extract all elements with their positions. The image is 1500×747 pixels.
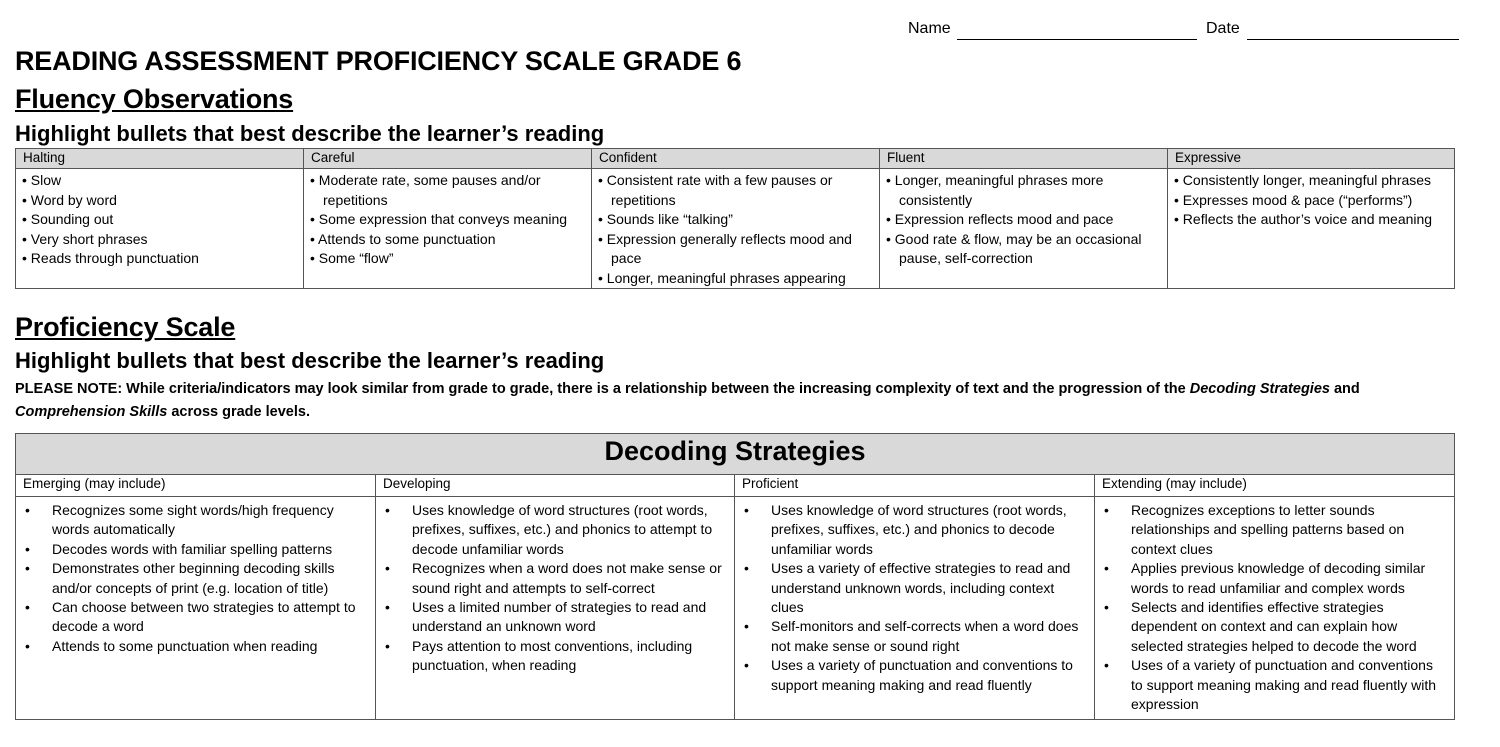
fluency-col-header: Careful	[304, 149, 592, 169]
decoding-col-header: Developing	[376, 475, 735, 497]
decoding-bullet-list	[735, 501, 1088, 695]
decoding-cell-extending	[1095, 497, 1455, 720]
decoding-bullet[interactable]: • Applies previous knowledge of decoding similar words to read unfamiliar and complex words	[1095, 559, 1448, 598]
name-label: Name	[908, 20, 951, 37]
decoding-cell-proficient	[735, 497, 1095, 720]
fluency-bullet[interactable]: • Word by word	[22, 191, 297, 211]
decoding-table	[15, 433, 1455, 720]
decoding-cell-emerging	[16, 497, 376, 720]
decoding-bullet[interactable]: • Uses knowledge of word structures (root words, prefixes, suffixes, etc.) and phonics to decode unfamiliar words	[735, 501, 1088, 559]
decoding-cell-developing	[376, 497, 735, 720]
proficiency-note	[15, 378, 1455, 424]
decoding-bullet-list	[16, 501, 369, 656]
fluency-col-header: Expressive	[1168, 149, 1455, 169]
fluency-bullet[interactable]: • Reflects the author’s voice and meaning	[1174, 210, 1448, 230]
date-blank[interactable]	[1247, 39, 1459, 40]
decoding-bullet[interactable]: • Recognizes exceptions to letter sounds relationships and spelling patterns based on context clues	[1095, 501, 1448, 559]
fluency-bullet[interactable]: • Consistent rate with a few pauses or repetitions	[598, 171, 873, 210]
decoding-bullet[interactable]: • Selects and identifies effective strategies dependent on context and can explain how selected strategies helped to decode the word	[1095, 598, 1448, 656]
decoding-col-header: Extending (may include)	[1095, 475, 1455, 497]
fluency-col-header: Fluent	[880, 149, 1168, 169]
fluency-bullet[interactable]: • Expression reflects mood and pace	[886, 210, 1161, 230]
decoding-bullet[interactable]: • Demonstrates other beginning decoding skills and/or concepts of print (e.g. location of title)	[16, 559, 369, 598]
page-title: READING ASSESSMENT PROFICIENCY SCALE GRADE 6	[15, 46, 742, 76]
note-text: and	[1329, 381, 1360, 397]
note-italic-comprehension: Comprehension Skills	[15, 404, 168, 420]
fluency-bullet[interactable]: • Moderate rate, some pauses and/or repetitions	[310, 171, 585, 210]
decoding-bullet-list	[1095, 501, 1448, 714]
proficiency-heading: Proficiency Scale	[15, 312, 236, 342]
decoding-col-header: Emerging (may include)	[16, 475, 376, 497]
fluency-cell-confident	[592, 169, 880, 289]
fluency-bullet[interactable]: • Reads through punctuation	[22, 249, 297, 269]
note-text: PLEASE NOTE: While criteria/indicators may look similar from grade to grade, there is a relationship between the increasing complexity of text and the progression of the	[15, 381, 1190, 397]
fluency-bullet[interactable]: • Longer, meaningful phrases appearing	[598, 269, 873, 289]
decoding-bullet[interactable]: • Pays attention to most conventions, including punctuation, when reading	[376, 637, 728, 676]
fluency-cell-careful	[304, 169, 592, 289]
fluency-bullet-list	[1174, 171, 1448, 230]
fluency-cell-fluent	[880, 169, 1168, 289]
decoding-title-row	[16, 434, 1455, 475]
name-date-line	[908, 20, 1460, 42]
fluency-cell-expressive	[1168, 169, 1455, 289]
decoding-header-row	[16, 475, 1455, 497]
fluency-bullet[interactable]: • Expresses mood & pace (“performs”)	[1174, 191, 1448, 211]
decoding-bullet[interactable]: • Uses of a variety of punctuation and conventions to support meaning making and read fluently with expression	[1095, 656, 1448, 714]
decoding-bullet[interactable]: • Recognizes some sight words/high frequency words automatically	[16, 501, 369, 540]
fluency-bullet-list	[598, 171, 873, 288]
fluency-bullet[interactable]: • Slow	[22, 171, 297, 191]
decoding-title: Decoding Strategies	[16, 434, 1455, 475]
fluency-bullet-list	[310, 171, 585, 269]
fluency-bullet[interactable]: • Some “flow”	[310, 249, 585, 269]
fluency-heading: Fluency Observations	[15, 84, 294, 114]
name-blank[interactable]	[957, 39, 1197, 40]
decoding-bullet[interactable]: • Self-monitors and self-corrects when a word does not make sense or sound right	[735, 617, 1088, 656]
fluency-bullet[interactable]: • Very short phrases	[22, 230, 297, 250]
decoding-bullet[interactable]: • Uses a limited number of strategies to read and understand an unknown word	[376, 598, 728, 637]
fluency-bullet[interactable]: • Sounds like “talking”	[598, 210, 873, 230]
fluency-bullet[interactable]: • Good rate & flow, may be an occasional pause, self-correction	[886, 230, 1161, 269]
fluency-bullet[interactable]: • Expression generally reflects mood and pace	[598, 230, 873, 269]
fluency-bullet[interactable]: • Longer, meaningful phrases more consistently	[886, 171, 1161, 210]
decoding-bullet[interactable]: • Uses a variety of effective strategies to read and understand unknown words, including context clues	[735, 559, 1088, 617]
fluency-body-row	[16, 169, 1455, 289]
fluency-instruction: Highlight bullets that best describe the learner’s reading	[15, 121, 605, 146]
fluency-bullet-list	[22, 171, 297, 269]
decoding-bullet[interactable]: • Attends to some punctuation when reading	[16, 637, 369, 656]
fluency-col-header: Halting	[16, 149, 304, 169]
date-label: Date	[1206, 20, 1240, 37]
fluency-bullet-list	[886, 171, 1161, 269]
decoding-bullet[interactable]: • Recognizes when a word does not make sense or sound right and attempts to self-correct	[376, 559, 728, 598]
fluency-bullet[interactable]: • Consistently longer, meaningful phrases	[1174, 171, 1448, 191]
note-italic-decoding: Decoding Strategies	[1189, 381, 1330, 397]
decoding-col-header: Proficient	[735, 475, 1095, 497]
fluency-table	[15, 148, 1455, 289]
fluency-header-row	[16, 149, 1455, 169]
proficiency-instruction: Highlight bullets that best describe the learner’s reading	[15, 348, 605, 373]
fluency-bullet[interactable]: • Attends to some punctuation	[310, 230, 585, 250]
note-text: across grade levels.	[167, 404, 310, 420]
fluency-bullet[interactable]: • Sounding out	[22, 210, 297, 230]
decoding-bullet[interactable]: • Can choose between two strategies to attempt to decode a word	[16, 598, 369, 637]
decoding-body-row	[16, 497, 1455, 720]
decoding-bullet-list	[376, 501, 728, 676]
decoding-bullet[interactable]: • Uses knowledge of word structures (root words, prefixes, suffixes, etc.) and phonics to attempt to decode unfamiliar words	[376, 501, 728, 559]
fluency-cell-halting	[16, 169, 304, 289]
fluency-col-header: Confident	[592, 149, 880, 169]
decoding-bullet[interactable]: • Uses a variety of punctuation and conventions to support meaning making and read fluently	[735, 656, 1088, 695]
decoding-bullet[interactable]: • Decodes words with familiar spelling patterns	[16, 540, 369, 559]
fluency-bullet[interactable]: • Some expression that conveys meaning	[310, 210, 585, 230]
